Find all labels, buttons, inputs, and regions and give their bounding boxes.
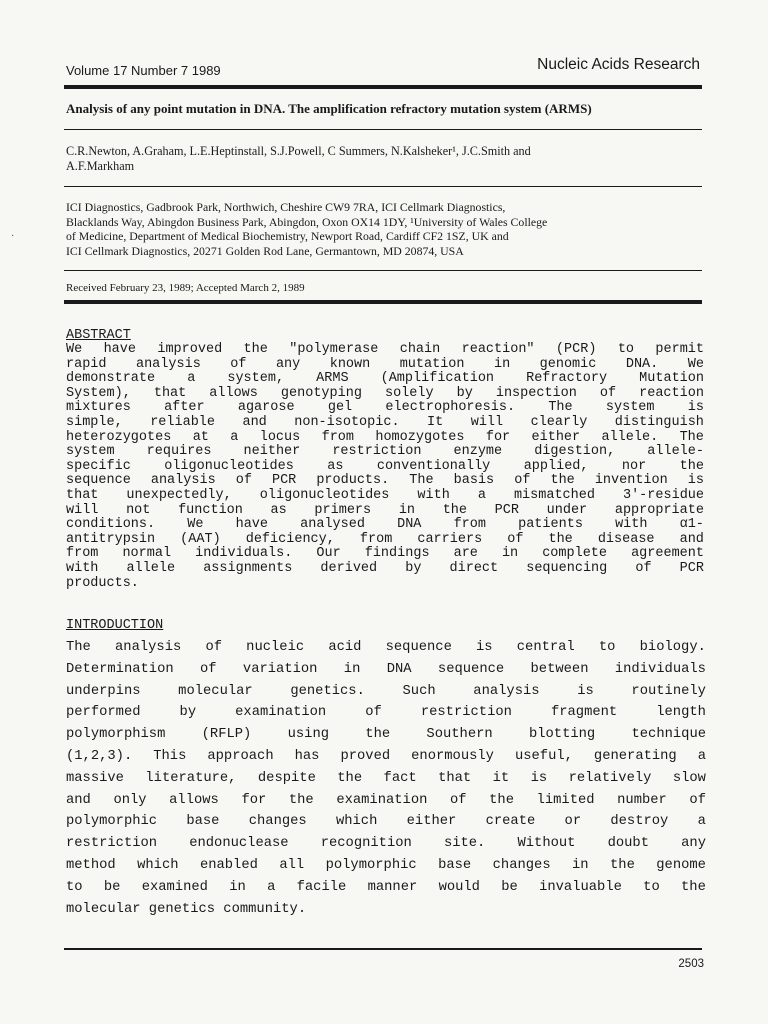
introduction-line: performed by examination of restriction fragment length [66, 705, 706, 721]
margin-mark: · [11, 231, 15, 242]
abstract-heading: ABSTRACT [66, 328, 131, 343]
introduction-line: Determination of variation in DNA sequence between individuals [66, 661, 706, 677]
introduction-line: (1,2,3). This approach has proved enormously useful, generating a [66, 748, 706, 764]
introduction-heading: INTRODUCTION [66, 618, 164, 633]
abstract-line: sequence analysis of PCR products. The basis of the invention is [66, 473, 704, 489]
affiliation-line: Blacklands Way, Abingdon Business Park, Abingdon, Oxon OX14 1DY, ¹University of Wales College [66, 214, 548, 229]
title-rule [64, 129, 702, 130]
abstract-line: simple, reliable and non-isotopic. It will clearly distinguish [66, 414, 704, 430]
introduction-line: massive literature, despite the fact that it is relatively slow [66, 770, 706, 786]
affiliations [66, 200, 706, 258]
affiliation-rule [64, 270, 702, 271]
abstract-line: We have improved the "polymerase chain reaction" (PCR) to permit [66, 342, 704, 357]
front-matter-rule [64, 300, 702, 304]
abstract-line: heterozygotes at a locus from homozygotes for either allele. The [66, 429, 704, 445]
affiliation-line: of Medicine, Department of Medical Biochemistry, Newport Road, Cardiff CF2 1SZ, UK and [66, 229, 509, 243]
abstract-line: antitrypsin (AAT) deficiency, from carriers of the disease and [66, 531, 704, 547]
author-list [66, 144, 686, 174]
introduction-line: polymorphic base changes which either create or destroy a [66, 814, 706, 830]
header-rule [64, 85, 702, 89]
paper-title: Analysis of any point mutation in DNA. The amplification refractory mutation system (ARMS) [66, 101, 592, 116]
introduction-line: The analysis of nucleic acid sequence is central to biology. [66, 640, 706, 655]
abstract-line: that unexpectedly, oligonucleotides with a mismatched 3'-residue [66, 487, 704, 503]
abstract-line: demonstrate a system, ARMS (Amplification Refractory Mutation [66, 371, 704, 387]
volume-info: Volume 17 Number 7 1989 [66, 63, 221, 78]
affiliation-line: ICI Cellmark Diagnostics, 20271 Golden Rod Lane, Germantown, MD 20874, USA [66, 243, 464, 258]
abstract-line: will not function as primers in the PCR under appropriate [66, 502, 704, 518]
journal-name: Nucleic Acids Research [537, 56, 700, 73]
introduction-line: method which enabled all polymorphic base changes in the genome [66, 857, 706, 873]
abstract-line: mixtures after agarose gel electrophoresis. The system is [66, 400, 704, 416]
introduction-line: and only allows for the examination of the limited number of [66, 792, 706, 808]
abstract-line: conditions. We have analysed DNA from patients with α1- [66, 517, 704, 533]
abstract-line: products. [66, 575, 139, 591]
abstract-line: System), that allows genotyping solely by inspection of reaction [66, 385, 704, 401]
abstract-line: specific oligonucleotides as conventionally applied, nor the [66, 458, 704, 474]
authors-rule [64, 186, 702, 187]
abstract-line: system requires neither restriction enzyme digestion, allele- [66, 444, 704, 460]
abstract-body [66, 343, 704, 591]
author-line: C.R.Newton, A.Graham, L.E.Heptinstall, S.J.Powell, C Summers, N.Kalsheker¹, J.C.Smith and [66, 144, 531, 158]
introduction-body [66, 637, 706, 920]
abstract-line: from normal individuals. Our findings are in complete agreement [66, 546, 704, 562]
introduction-line: restriction endonuclease recognition site. Without doubt any [66, 836, 706, 852]
introduction-line: underpins molecular genetics. Such analysis is routinely [66, 683, 706, 699]
page-number: 2503 [678, 958, 704, 970]
introduction-line: to be examined in a facile manner would be invaluable to the [66, 879, 706, 895]
author-line: A.F.Markham [66, 159, 135, 173]
abstract-line: with allele assignments derived by direct sequencing of PCR [66, 560, 704, 576]
footer-rule [64, 948, 702, 950]
affiliation-line: ICI Diagnostics, Gadbrook Park, Northwich, Cheshire CW9 7RA, ICI Cellmark Diagnostics, [66, 200, 506, 214]
introduction-line: polymorphism (RFLP) using the Southern blotting technique [66, 727, 706, 743]
received-dates: Received February 23, 1989; Accepted March 2, 1989 [66, 282, 305, 294]
abstract-line: rapid analysis of any known mutation in genomic DNA. We [66, 356, 704, 372]
introduction-line: molecular genetics community. [66, 901, 307, 917]
